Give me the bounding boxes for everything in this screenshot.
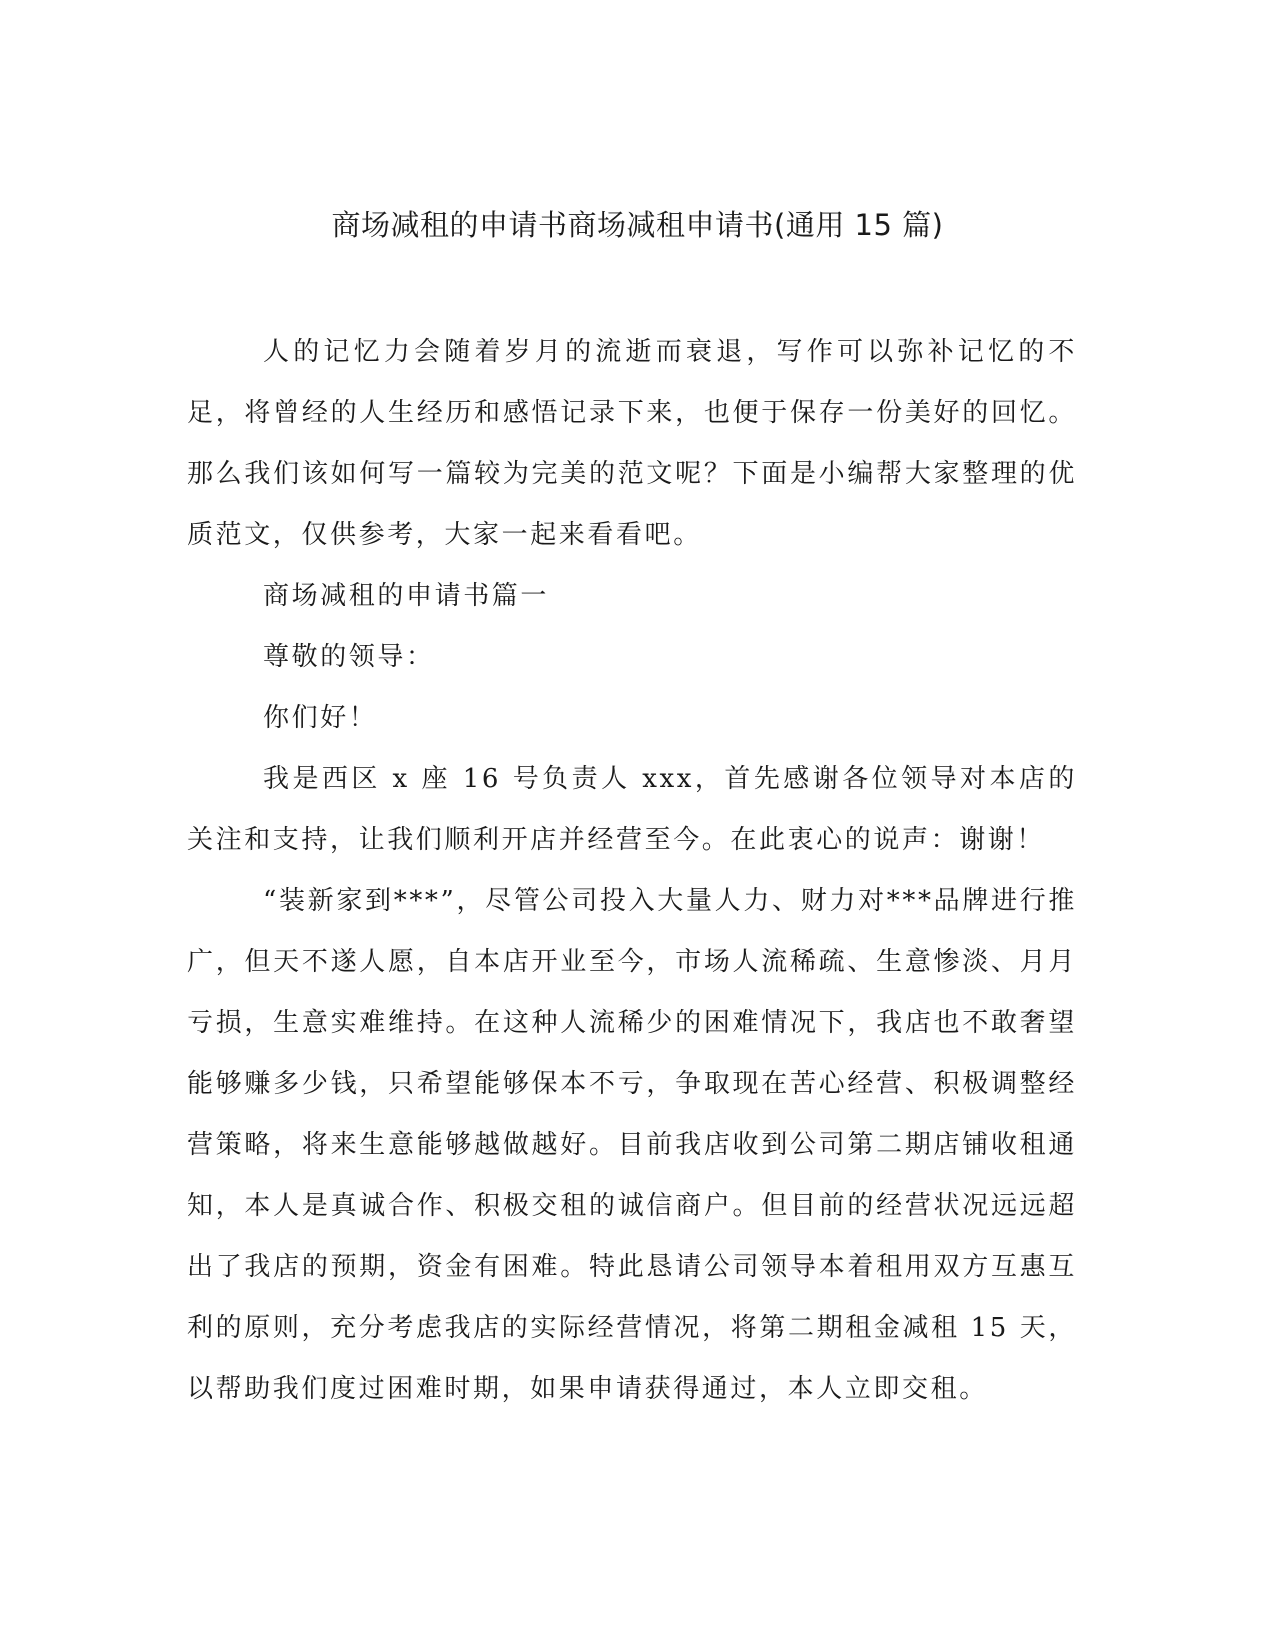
intro-paragraph: 人的记忆力会随着岁月的流逝而衰退，写作可以弥补记忆的不足，将曾经的人生经历和感悟记录下来，也便于保存一份美好的回忆。那么我们该如何写一篇较为完美的范文呢？下面是小编帮大家整理的优质范文，仅供参考，大家一起来看看吧。: [187, 337, 1077, 550]
section-heading: 商场减租的申请书篇一: [263, 581, 550, 611]
document-title: 商场减租的申请书商场减租申请书(通用 15 篇): [331, 208, 944, 242]
letter-paragraph-2: “装新家到***”，尽管公司投入大量人力、财力对***品牌进行推广，但天不遂人愿，自本店开业至今，市场人流稀疏、生意惨淡、月月亏损，生意实难维持。在这种人流稀少的困难情况下，我店也不敢奢望能够赚多少钱，只希望能够保本不亏，争取现在苦心经营、积极调整经营策略，将来生意能够越做越好。目前我店收到公司第二期店铺收租通知，本人是真诚合作、积极交租的诚信商户。但目前的经营状况远远超出了我店的预期，资金有困难。特此恳请公司领导本着租用双方互惠互利的原则，充分考虑我店的实际经营情况，将第二期租金减租 15 天，以帮助我们度过困难时期，如果申请获得通过，本人立即交租。: [187, 886, 1077, 1404]
document-body: [187, 322, 1077, 1420]
salutation: 尊敬的领导：: [263, 642, 435, 672]
greeting: 你们好！: [263, 703, 378, 733]
letter-paragraph-1: 我是西区 x 座 16 号负责人 xxx，首先感谢各位领导对本店的关注和支持，让我们顺利开店并经营至今。在此衷心的说声：谢谢！: [187, 764, 1077, 855]
